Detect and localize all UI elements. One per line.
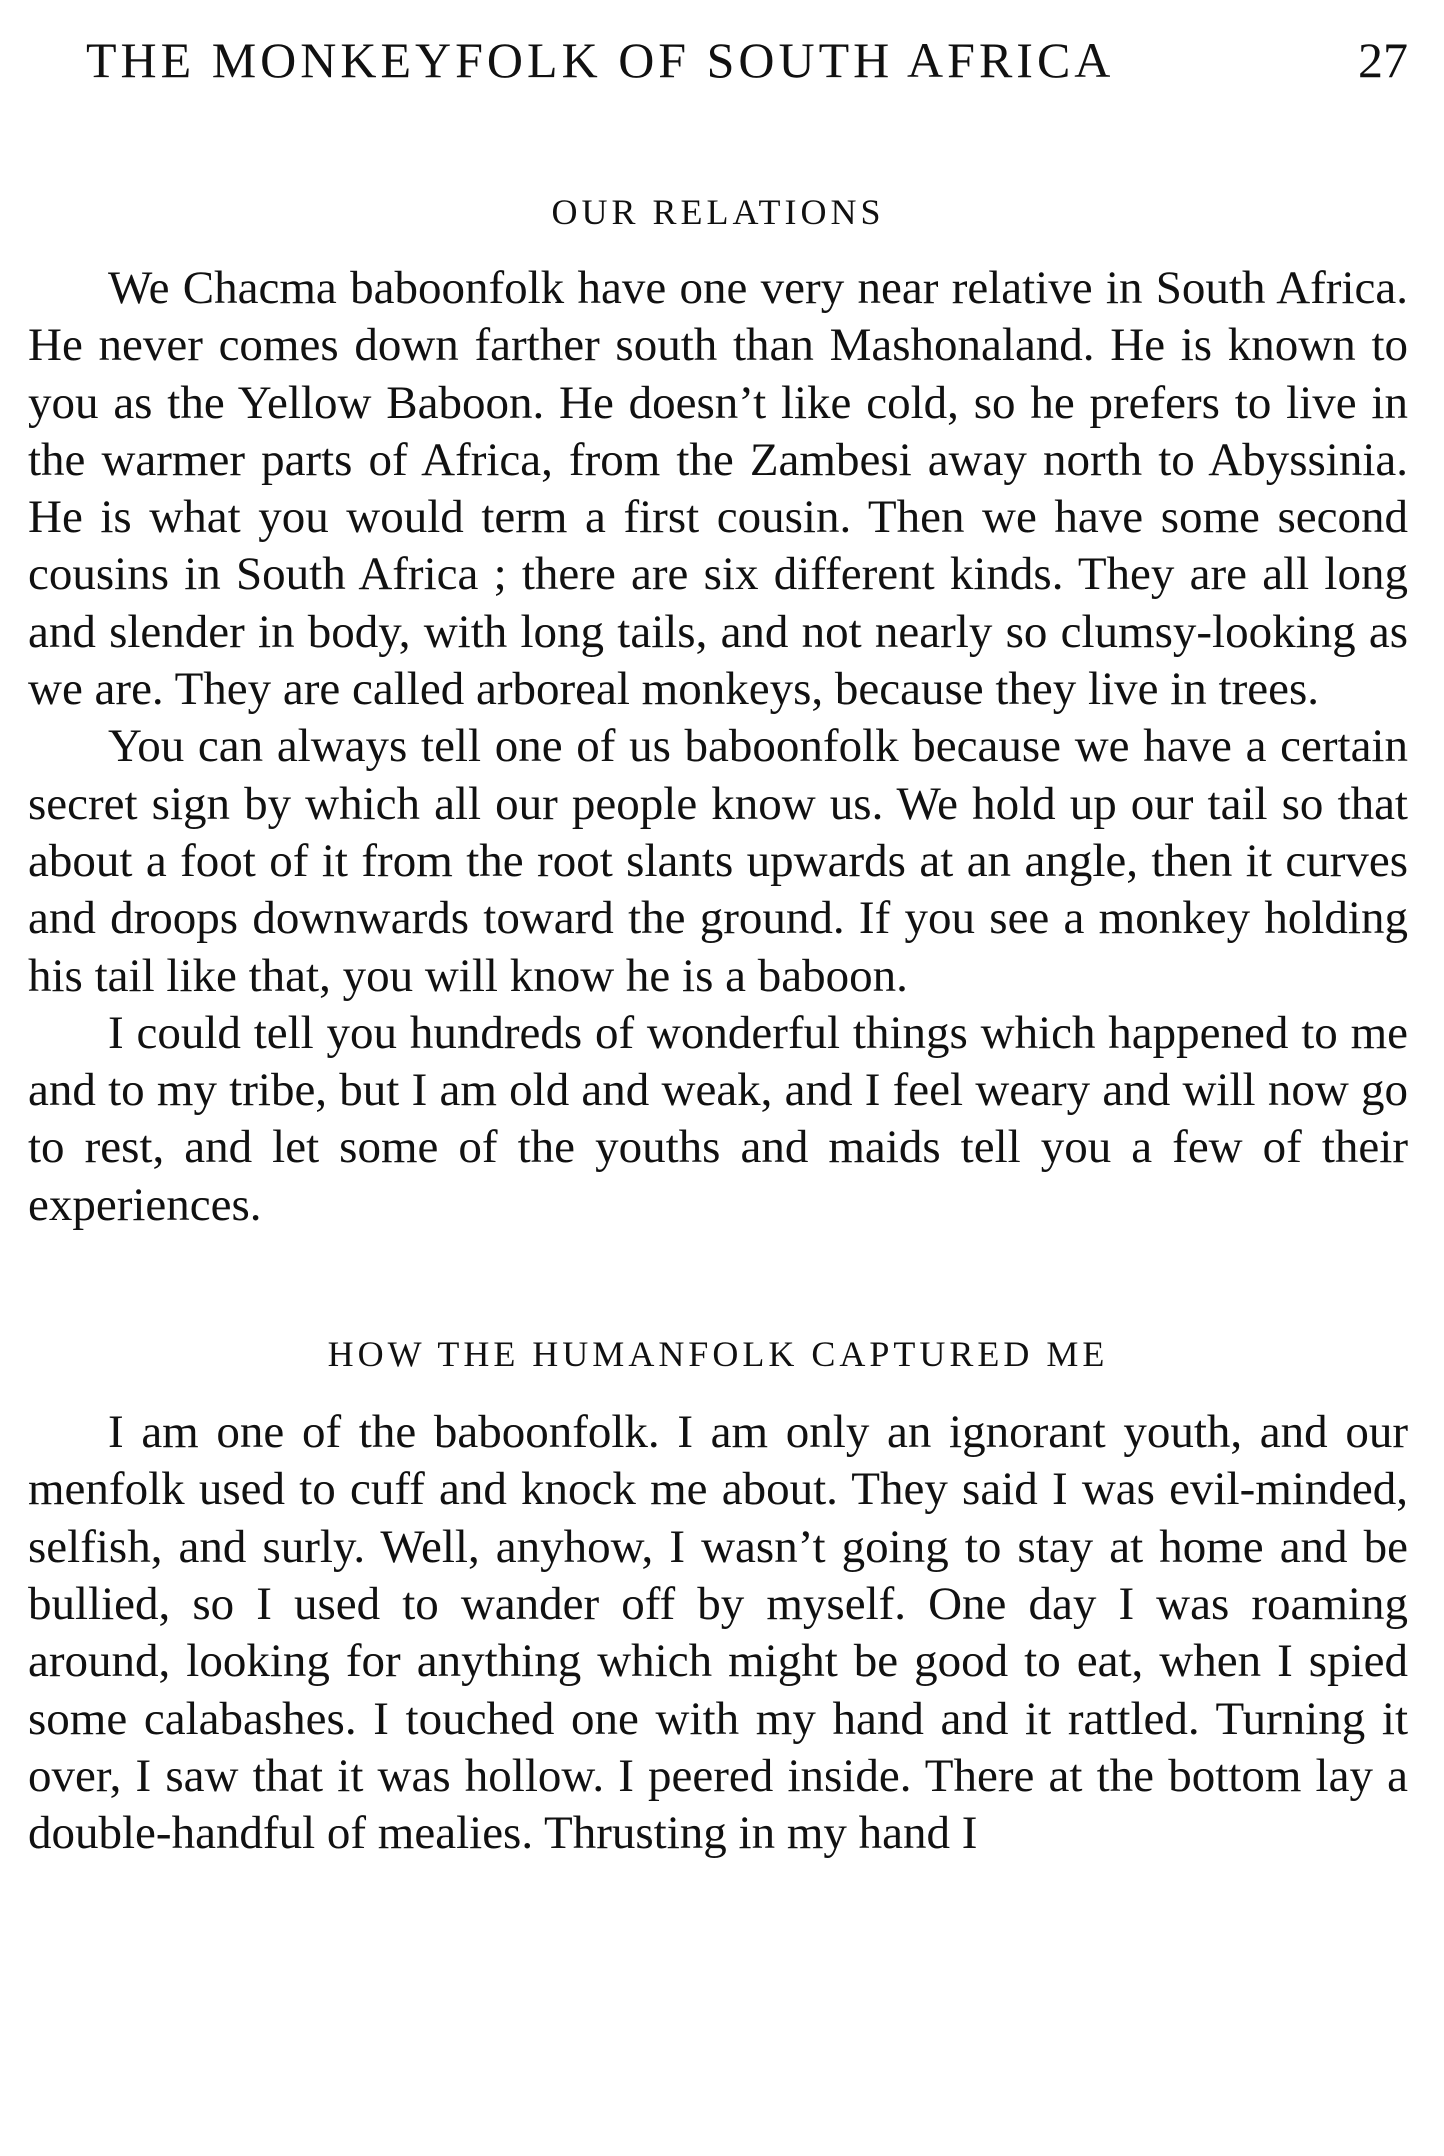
book-page	[28, 30, 1408, 1862]
section-how-the-humanfolk-captured-me	[28, 1332, 1408, 1862]
section-our-relations	[28, 190, 1408, 1234]
section-body	[28, 1404, 1408, 1862]
running-head	[28, 30, 1408, 90]
section-body	[28, 260, 1408, 1234]
paragraph: We Chacma baboonfolk have one very near relative in South Africa. He never comes down farther south than Mashonaland. He is known to you as the Yellow Baboon. He doesn’t like cold, so he prefers to live in the warmer parts of Africa, from the Zambesi away north to Abyssinia. He is what you would term a first cousin. Then we have some second cousins in South Africa ; there are six different kinds. They are all long and slender in body, with long tails, and not nearly so clumsy-looking as we are. They are called arboreal monkeys, because they live in trees.	[28, 262, 1408, 716]
section-title: HOW THE HUMANFOLK CAPTURED ME	[327, 1334, 1109, 1375]
running-title: THE MONKEYFOLK OF SOUTH AFRICA	[86, 32, 1115, 88]
paragraph: You can always tell one of us baboonfolk because we have a certain secret sign by which all our people know us. We hold up our tail so that about a foot of it from the root slants upwards at an angle, then it curves and droops downwards toward the ground. If you see a monkey holding his tail like that, you will know he is a baboon.	[28, 720, 1408, 1002]
section-title: OUR RELATIONS	[551, 192, 885, 232]
paragraph: I am one of the baboonfolk. I am only an ignorant youth, and our menfolk used to cuff and knock me about. They said I was evil-minded, selfish, and surly. Well, anyhow, I wasn’t going to stay at home and be bullied, so I used to wander off by myself. One day I was roaming around, looking for anything which might be good to eat, when I spied some calabashes. I touched one with my hand and it rattled. Turning it over, I saw that it was hollow. I peered inside. There at the bottom lay a double-handful of mealies. Thrusting in my hand I	[28, 1406, 1408, 1860]
paragraph: I could tell you hundreds of wonderful things which happened to me and to my tribe, but I am old and weak, and I feel weary and will now go to rest, and let some of the youths and maids tell you a few of their experiences.	[28, 1006, 1408, 1231]
page-number: 27	[1358, 32, 1408, 88]
